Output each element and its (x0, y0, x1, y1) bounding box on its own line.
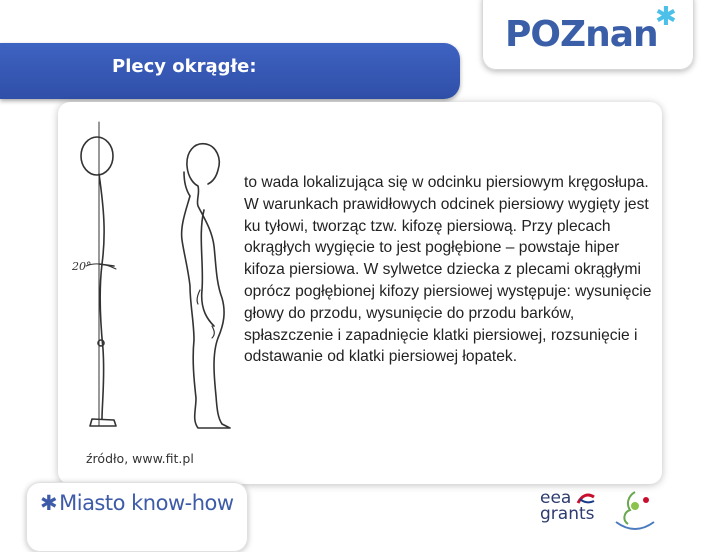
eea-line-2: grants (540, 504, 595, 524)
page-title: Plecy okrągłe: (112, 56, 257, 77)
poznan-logo (505, 2, 676, 55)
eea-flag-icon (576, 489, 596, 509)
logo-text: POZnan (505, 14, 658, 55)
footer-tag-text: Miasto know-how (59, 491, 234, 515)
asterisk-icon: ✱ (40, 491, 58, 515)
posture-illustration (66, 114, 246, 444)
source-caption: źródło, www.fit.pl (86, 451, 194, 466)
eea-line-1: eea (540, 488, 572, 508)
star-icon: ✱ (655, 2, 676, 32)
footer-tag (40, 491, 234, 515)
angle-label: 20° (72, 260, 92, 273)
description-text: to wada lokalizująca się w odcinku piersiowym kręgosłupa. W warunkach prawidłowych odcinek piersiowy wygięty jest ku tyłowi, tworząc tzw. kifozę piersiową. Przy plecach okrągłych wygięcie to jest pogłębione – powstaje hiper kifoza piersiowa. W sylwetce dziecka z plecami okrągłymi oprócz pogłębionej kifozy piersiowej występuje: wysunięcie głowy do przodu, wysunięcie do przodu barków, spłaszczenie i zapadnięcie klatki piersiowej, rozsunięcie i odstawanie od klatki piersiowej łopatek. (244, 174, 652, 366)
partner-logo-icon (608, 486, 662, 538)
